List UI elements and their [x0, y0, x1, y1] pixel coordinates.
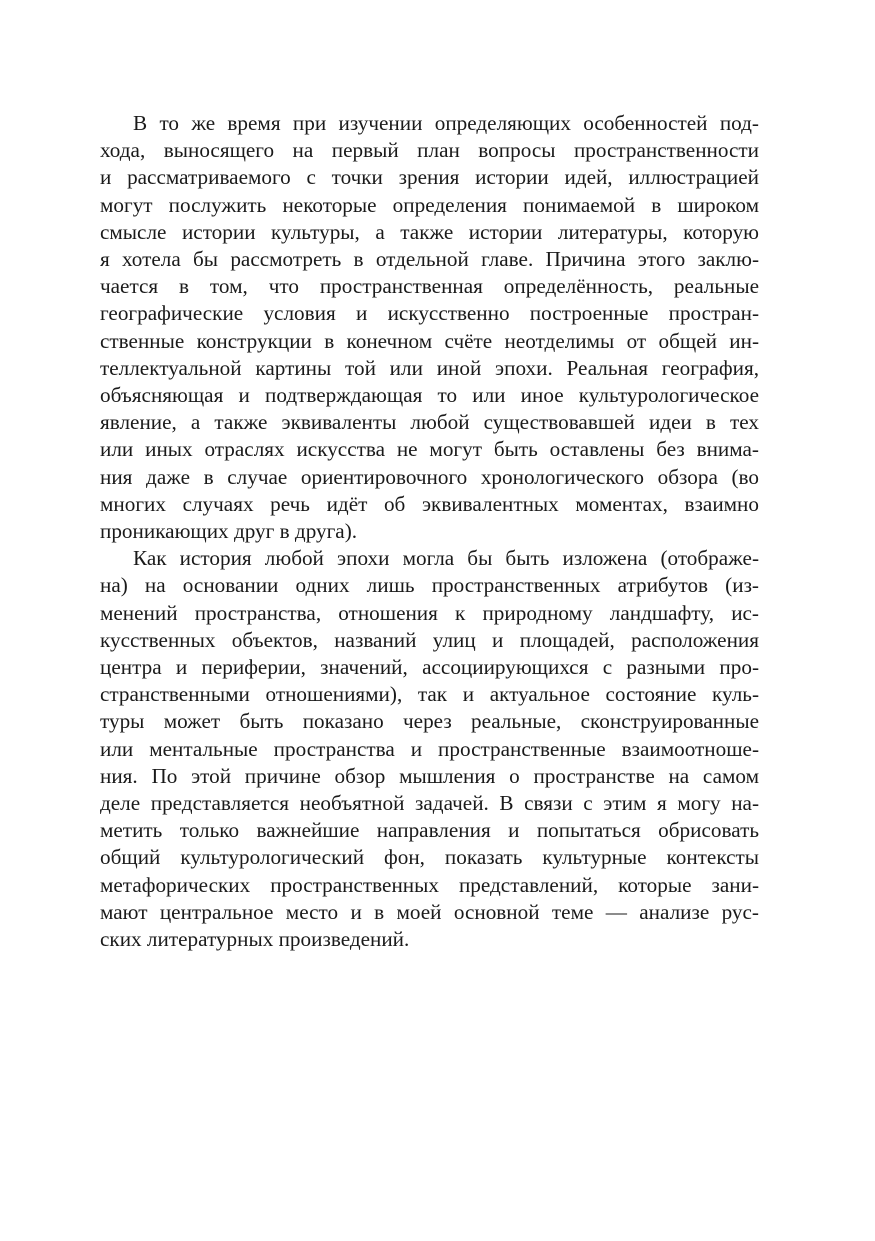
text-line: ния. По этой причине обзор мышления о пространстве на самом: [100, 763, 759, 788]
text-line: чается в том, что пространственная определённость, реальные: [100, 274, 759, 299]
text-line: или ментальные пространства и пространственные взаимоотноше-: [100, 736, 759, 761]
text-line: явление, а также эквиваленты любой существовавшей идеи в тех: [100, 410, 759, 435]
body-text: [100, 110, 759, 953]
text-line: кусственных объектов, названий улиц и площадей, расположения: [100, 627, 759, 652]
paragraph-2: [100, 545, 759, 953]
text-line: географические условия и искусственно построенные простран-: [100, 301, 759, 326]
text-line: смысле истории культуры, а также истории литературы, которую: [100, 219, 759, 244]
text-line: проникающих друг в друга).: [100, 519, 358, 544]
text-line: могут послужить некоторые определения понимаемой в широком: [100, 192, 759, 217]
text-line: метафорических пространственных представлений, которые зани-: [100, 872, 759, 897]
text-line: общий культурологический фон, показать культурные контексты: [100, 845, 759, 870]
text-line: и рассматриваемого с точки зрения истории идей, иллюстрацией: [100, 165, 759, 190]
text-line: на) на основании одних лишь пространственных атрибутов (из-: [100, 573, 759, 598]
text-line: объясняющая и подтверждающая то или иное культурологическое: [100, 383, 759, 408]
paragraph-1: [100, 110, 759, 545]
text-line: центра и периферии, значений, ассоциирующихся с разными про-: [100, 655, 759, 680]
text-line: странственными отношениями), так и актуальное состояние куль-: [100, 682, 759, 707]
text-line: В то же время при изучении определяющих особенностей под-: [133, 111, 759, 135]
text-line: или иных отраслях искусства не могут быть оставлены без внима-: [100, 437, 759, 462]
text-line: мают центральное место и в моей основной теме — анализе рус-: [100, 899, 759, 924]
text-line: ния даже в случае ориентировочного хронологического обзора (во: [100, 464, 759, 489]
text-line: теллектуальной картины той или иной эпохи. Реальная география,: [100, 355, 759, 380]
text-line: многих случаях речь идёт об эквивалентных моментах, взаимно: [100, 491, 759, 516]
text-line: ских литературных произведений.: [100, 927, 410, 952]
text-line: ственные конструкции в конечном счёте неотделимы от общей ин-: [100, 328, 759, 353]
text-line: туры может быть показано через реальные, сконструированные: [100, 709, 759, 734]
text-line: я хотела бы рассмотреть в отдельной главе. Причина этого заклю-: [100, 247, 759, 272]
text-line: деле представляется необъятной задачей. В связи с этим я могу на-: [100, 791, 759, 816]
text-line: метить только важнейшие направления и попытаться обрисовать: [100, 818, 759, 843]
text-line: Как история любой эпохи могла бы быть изложена (отображе-: [133, 546, 759, 571]
text-line: менений пространства, отношения к природному ландшафту, ис-: [100, 600, 759, 625]
text-line: хода, выносящего на первый план вопросы пространственности: [100, 138, 759, 163]
